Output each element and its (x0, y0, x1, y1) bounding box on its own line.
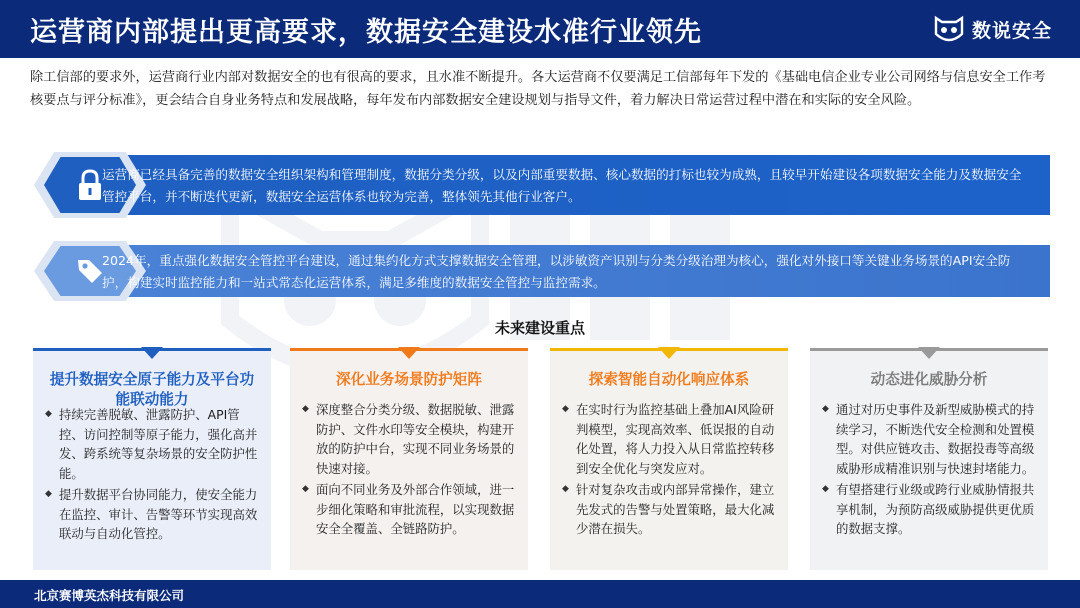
bullet-text: 通过对历史事件及新型威胁模式的持续学习，不断迭代安全检测和处置模型。对供应链攻击、数据投毒等高级威胁形成精准识别与快速封堵能力。 (836, 402, 1035, 476)
page-title: 运营商内部提出更高要求，数据安全建设水准行业领先 (30, 17, 702, 48)
owl-logo-icon (932, 12, 966, 46)
intro-paragraph: 除工信部的要求外，运营商行业内部对数据安全的也有很高的要求，且水准不断提升。各大运营商不仅要满足工信部每年下发的《基础电信企业专业公司网络与信息安全工作考核要点与评分标准》，更会结合自身业务特点和发展战略，每年发布内部数据安全建设规划与指导文件，着力解决日常运营过程中潜在和实际的安全风险。 (30, 70, 1046, 108)
bullet-text: 面向不同业务及外部合作领域，进一步细化策略和审批流程，以实现数据安全全覆盖、全链路防护。 (316, 482, 515, 536)
tag-icon (75, 256, 105, 286)
band-text-1: 运营商已经具备完善的数据安全组织架构和管理制度，数据分类分级，以及内部重要数据、核心数据的打标也较为成熟，且较早开始建设各项数据安全能力及数据安全管控平台，并不断迭代更新，数据安全运营体系也较为完善，整体领先其他行业客户。 (102, 167, 1022, 204)
focus-card-3 (550, 348, 788, 570)
focus-card-body (562, 400, 776, 539)
bullet-text: 针对复杂攻击或内部异常操作，建立先发式的告警与处置策略，最大化减少潜在损失。 (576, 482, 775, 536)
triangle-marker (141, 347, 163, 359)
diamond-bullet-icon: ◆ (302, 484, 309, 494)
diamond-bullet-icon: ◆ (562, 404, 569, 414)
bullet-text: 有望搭建行业级或跨行业威胁情报共享机制，为预防高级威胁提供更优质的数据支撑。 (836, 482, 1035, 536)
focus-card-title: 探索智能自动化响应体系 (588, 371, 750, 388)
focus-card-body (822, 400, 1036, 539)
section-title: 未来建设重点 (494, 319, 585, 337)
focus-card-title: 动态进化威胁分析 (870, 371, 988, 388)
bullet-text: 持续完善脱敏、泄露防护、API管控、访问控制等原子能力，强化高并发、跨系统等复杂场景的安全防护性能。 (59, 407, 258, 481)
header-bar (0, 0, 1080, 58)
logo (932, 11, 1052, 47)
lock-icon (75, 168, 105, 202)
logo-text: 数说安全 (971, 19, 1052, 42)
diamond-bullet-icon: ◆ (45, 489, 52, 499)
focus-card-body (302, 400, 516, 539)
company-name: 北京赛博英杰科技有限公司 (34, 588, 185, 603)
bullet-text: 提升数据平台协同能力，使安全能力在监控、审计、告警等环节实现高效联动与自动化管控。 (59, 487, 258, 541)
list-item (562, 400, 776, 478)
bullet-text: 深度整合分类分级、数据脱敏、泄露防护、文件水印等安全模块，构建开放的防护中台，实现不同业务场景的快速对接。 (316, 402, 515, 476)
bullet-text: 在实时行为监控基础上叠加AI风险研判模型，实现高效率、低误报的自动化处置，将人力投入从日常监控转移到安全优化与突发应对。 (576, 402, 775, 476)
diamond-bullet-icon: ◆ (822, 404, 829, 414)
list-item (302, 480, 516, 539)
diamond-bullet-icon: ◆ (302, 404, 309, 414)
focus-card-title: 提升数据安全原子能力及平台功能联动能力 (49, 371, 255, 408)
list-item (562, 480, 776, 539)
focus-card-2 (290, 348, 528, 570)
focus-card-1 (33, 348, 271, 570)
list-item (822, 480, 1036, 539)
diamond-bullet-icon: ◆ (45, 409, 52, 419)
band-text-2: 2024年，重点强化数据安全管控平台建设，通过集约化方式支撑数据安全管理，以涉敏资产识别与分类分级治理为核心，强化对外接口等关键业务场景的API安全防护，构建实时监控能力和一站式常态化运营体系，满足多维度的数据安全管控与监控需求。 (102, 253, 1011, 290)
footer-bar (0, 580, 1080, 608)
list-item (45, 405, 259, 483)
focus-card-body (45, 405, 259, 544)
triangle-marker (658, 347, 680, 359)
triangle-marker (918, 347, 940, 359)
focus-card-title: 深化业务场景防护矩阵 (336, 371, 482, 388)
diamond-bullet-icon: ◆ (562, 484, 569, 494)
diamond-bullet-icon: ◆ (822, 484, 829, 494)
list-item (302, 400, 516, 478)
focus-card-4 (810, 348, 1048, 570)
triangle-marker (398, 347, 420, 359)
list-item (822, 400, 1036, 478)
list-item (45, 485, 259, 544)
